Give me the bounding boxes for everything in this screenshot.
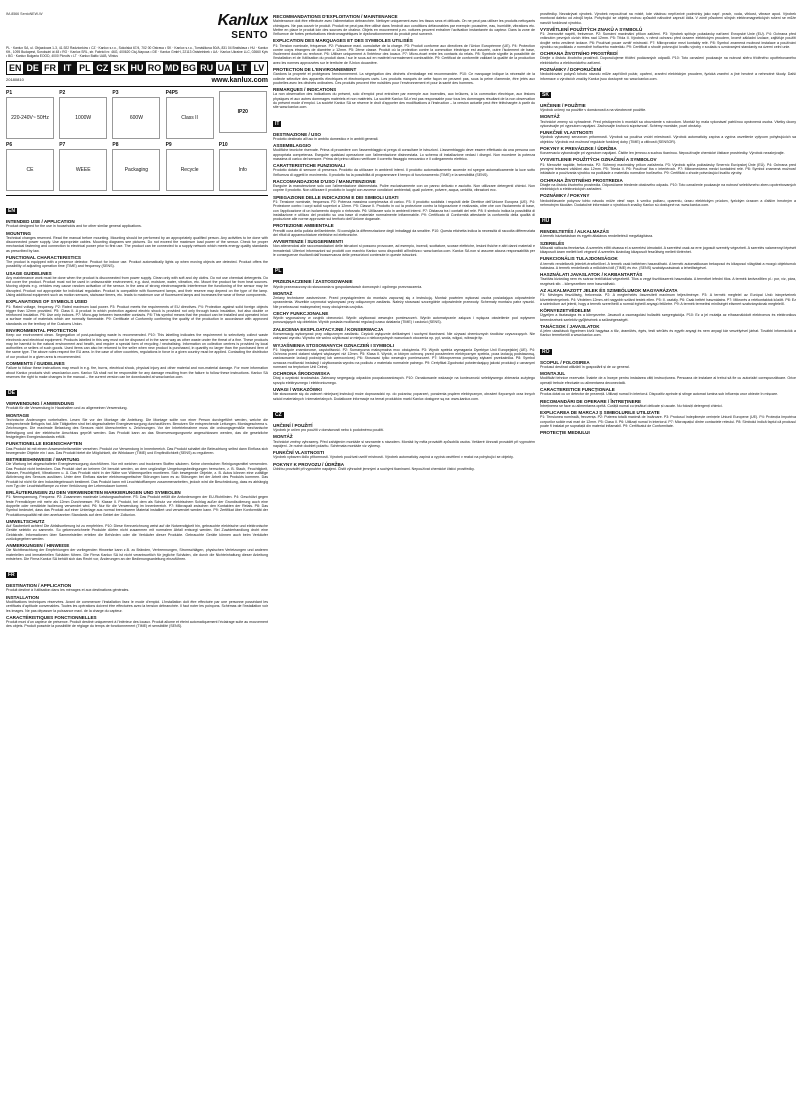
pictogram-label: P6 bbox=[6, 142, 13, 148]
pictogram bbox=[166, 142, 215, 191]
section-text: Modificări tehnice rezervate. Înainte de a începe pentru instalarea citiți instrucțiunea. Persoana de instalare al trebui să fie cu autorizări corespunzătoare. Orice operații trebuie efectuate cu alimentarea deconectată. bbox=[540, 376, 796, 385]
section-text: Výrobek vybaven čidlo přítomnosti. Výrobek používat uvnitř místností. Výrobek automaticky zapíná a vypíná osvětlení v reakci na pohybující se objekty. bbox=[273, 455, 514, 460]
section-text: Modifiche tecniche riservate. Prima di procedere con l'assemblaggio si prega di consultare le istruzioni. L'assemblaggio deve essere effettuato da una persona con appropriata competenza. Eseguire qualsiasi operazione con l'alimentazione disinnestata. Lo schema di installazione vedasi i disegni. Non eccedere la potenza massima di carico del sensore. Prima del primo utilizzo verificare il corretto fissaggio meccanico e il collegamento elettrico. bbox=[273, 148, 535, 161]
section-heading: VYSVĚTLENÍ POUŽITÝCH ZNAKŮ A SYMBOLŮ bbox=[540, 26, 643, 32]
section-text: P1: Menovité napätie, frekvencia. P2: Súhrnný maximálny príkon zaťaženia. P3: Výrobok spĺňa požiadavky Smerníc Európskej Únie (EÚ). P4: Ochrana pred pevnými telesami väčšími ako 12mm. P5: Trieda II. P6: Používať iba v interiéroch. P7: Mikromedzera medzi kontaktmi relé. P8: Symbol znamená možnosť inštalácie a používania výrobku na podklade z materiálu normálne horľavého. P9: Certifikát o zhode potvrdzujúci kvalitu výroby. bbox=[540, 162, 796, 176]
pictogram bbox=[166, 90, 215, 139]
section-heading: UMWELTSCHUTZ bbox=[6, 518, 45, 524]
section-heading: DESTINATION / APPLICATION bbox=[6, 583, 72, 589]
section-heading: PROTECTION DE L'ENVIRONNEMENT bbox=[273, 67, 357, 73]
pictogram-symbol: 220-240V~ 50Hz bbox=[6, 97, 54, 139]
section-heading: VYSVETLENIE POUŽITÝCH OZNAČENÍ A SYMBOLOV bbox=[540, 157, 657, 163]
section-heading: AVVERTENZE / SUGGERIMENTI bbox=[273, 239, 343, 245]
pictogram bbox=[59, 90, 108, 139]
section-text: Konzervaciu vykonávajte pri vypnutom napájaní. Čistite len jemnou a suchou tkaninou. Nepoužívajte chemické čistiace prostriedky. Výrobok nezakrývajte. bbox=[540, 151, 785, 156]
pictogram-label: P8 bbox=[112, 142, 119, 148]
section-text: Maintenance doit être effectuée avec l'alimentation débranchée. Nettoyer uniquement avec les tissus secs et délicats. On ne peut pas utiliser les produits nettoyants chimiques. Ne pas couvrir le produit. Produit ne peut pas être utilisé dans l'endroit aux conditions défavorables par exemple: poussière, eau, humidité, vibrations etc. Mettre en place le produit loin des sources de chaleur. Objets en mouvement p.ex. voitures peuvent entraîner l'activation instantanée du capteur. Dans la zone de l'influence de fortes perturbations électromagnétiques le dysfonctionnement du produit peut survenir. bbox=[273, 19, 535, 37]
section-text: Keep our environment clean. Segregation of post-packaging waste is recommended. P10: This labelling indicates the requirement to selectively collect waste electronic and electrical equipment. Products labelled in this way must not be disposed of in the same way as other waste under the threat of a fine. These products may be harmful to the natural environment and health, and require a special form of recycling / neutralising. Information on collection centres is provided by local authorities or sellers of such goods. Used items can also be returned to the seller when new product is purchased, in quantity no larger than the purchased item of the same type. The above rules respect the EU area. In the case of other countries, regulations in force in a given country must be applied. Contacting the distributor of our product in a given area is recommended. bbox=[6, 333, 268, 359]
column-3-text bbox=[540, 12, 796, 435]
section-text: P1: Nennspannung, Frequenz. P2: Zusammen maximale Leistungsaufnahme. P3: Das Produkt erfüllt die Anforderungen der EU-Richtlinien. P4: Geschützt gegen feste Fremdkörper mit mehr als 12mm Durchmesser. P5: Klasse II. Produkt, bei dem als Schutz vor elektrischem Schlag außer der Grundisolierung auch eine doppelte oder verstärkte Isolierung verwendet wird. P6: Nur für die Verwendung im Innenbereich. P7: Mikrospalt zwischen den Kontakten der Relais. P8: Das Symbol bedeutet, dass das Produkt auf einer Unterlage aus normal brennbarem Material installiert und verwendet werden kann. P9: Zertifikat über Konformität der Produktionsqualität mit den anerkannten Standards auf dem Gebiet der Zollunion. bbox=[6, 495, 268, 517]
pictogram-grid bbox=[6, 90, 268, 191]
pictogram bbox=[6, 142, 55, 191]
section-text: La non observation des indications du présent, solo d'emploi peut entraîner par exemple aux incendies, aux brûlures, à la commotion électrique, aux lésions physiques et aux autres dommages matériels et non matériels. La société Kanlux SA n'est pas responsable pour tous les dommages résultant de la non observation du présent mode d'emploi. La société Kanlux SA se réserve le droit d'apporter des modifications à l'instruction – la version actuelle peut être téléchargée à partir du site www.kanlux.com. bbox=[273, 92, 535, 110]
column-2 bbox=[273, 12, 535, 1096]
section-heading: ASSEMBLAGGIO bbox=[273, 143, 311, 149]
section-text: Gardons la propreté et protégeons l'environnement. La ségrégation des déchets d'emballage est recommandée. P10: Ce marquage indique la nécessité de la collecte sélective des appareils électriques et électroniques usés. Les produits marqués de cette façon ne peuvent pas, sous la peine d'amende, être jetés aux poubelles avec les déchets ordinaires. Ces produits peuvent être nuisibles pour l'environnement et pour la santé des hommes. bbox=[273, 72, 535, 85]
section-text: Product designed for the use in households and for other similar general applications. bbox=[6, 224, 142, 229]
pictogram-label: P3 bbox=[112, 90, 119, 96]
section-heading: TANÁCSOK / JAVASLATOK bbox=[540, 323, 600, 329]
section-text: A termék háztartásban és egyéb általános rendeltetésű megvilágításra. bbox=[540, 234, 654, 239]
section-text: The product is equipped with a presence detector. Product for indoor use. Product automatically lights up when moving objects are detected. Product offers the possibility of adjusting operation time (TIME) and frequency (SENS). bbox=[6, 260, 268, 269]
section-heading: WYJAŚNIENIA STOSOWANYCH OZNACZEŃ I SYMBOLI bbox=[273, 342, 394, 348]
section-text: Prenditi cura della pulizia dell'ambiente. Si consiglia la differenziazione degli imballaggi da smaltire. P10: Questa etichetta indica la necessità di raccolta differenziata dei rifiuti di apparecchiature elettriche ed elettroniche. bbox=[273, 228, 535, 237]
section-heading: PROTECȚIE MEDIULUI bbox=[540, 430, 590, 436]
language-ro: RO bbox=[145, 61, 162, 75]
section-heading: RECOMMANDATIONS D'EXPLOITATION / MAINTENANCE bbox=[273, 14, 398, 19]
section-heading: PROTEZIONE AMBIENTALE bbox=[273, 223, 334, 229]
section-heading: CARATTERISTICHE FUNZIONALI bbox=[273, 163, 346, 169]
pictogram-label: P1 bbox=[6, 90, 13, 96]
pictogram-symbol: 1000W bbox=[59, 97, 107, 139]
section-text: Ügyeljen a tisztaságra és a környezetre. Javasolt a csomagolási hulladék szegregációja. P10: Ez a jel mutatja az elhasználódott elektromos és elektronikus berendezések szelektív gyűjtésének a szükségességét. bbox=[540, 313, 796, 322]
section-text: Wyrób wyposażony w czujnik obecności. Wyrób użytkować wewnątrz pomieszczeń. Wyrób automatycznie załącza i wyłącza oświetlenie pod wpływem poruszających się obiektów. Wyrób posiada możliwość regulacji czasu działania (TIME) i czułości (SENS). bbox=[273, 316, 535, 325]
section-heading: RECOMANDĂRI DE OPERARE / ÎNTREȚINERE bbox=[540, 398, 642, 404]
section-heading: VERWENDUNG / ANWENDUNG bbox=[6, 401, 75, 407]
section-heading: HASZNÁLATI JAVASLATOK / KARBANTARTÁS bbox=[540, 272, 643, 278]
section-heading: MONTAŻ bbox=[273, 290, 293, 296]
pictogram-symbol: WEEE bbox=[59, 149, 107, 191]
section-heading: CARACTERISTICE FUNCȚIONALE bbox=[540, 387, 615, 393]
section-heading: POKYNY K PREVÁDZKE / ÚDRŽBA bbox=[540, 145, 617, 151]
language-lt: LT bbox=[232, 61, 249, 75]
section-text: Nedodržiavanie pokynov tohto návodu môže viesť napr. k vzniku požiaru, opareniu, úrazu elektrickým prúdom, fyzickým úrazom a ďalším hmotným a nehmotným škodám. Dodatočné informácie o výrobkoch značky Kanlux sú dostupné na: www.kanlux.com. bbox=[540, 198, 796, 207]
section-heading: UWAGI / WSKAZÓWKI bbox=[273, 387, 322, 392]
language-ru: RU bbox=[197, 61, 214, 75]
section-heading: INTENDED USE / APPLICATION bbox=[6, 219, 75, 224]
section-text: A jelen utasítások figyelmen kívül hagyása a tűz, áramütés, égés, testi sérülés és egyéb anyagi és nem anyagi kár veszélyével járhat. További információk a Kanlux termékeiről a www.kanlux.com. bbox=[540, 329, 796, 338]
section-text: P1: Tensiunea nominală, frecvența. P2: Puterea totală maximă de încărcare. P3: Produsul îndeplinește cerințele Uniunii Europene (UE). P4: Protecția împotriva corpurilor solide mai mari de 12mm. P5: Clasa II. P6: Utilizați numai în interiorul. P7: Microspațiul dintre contactele releului. P8: Simbolul indică faptul că produsul poate fi instalat pe suprafață din material inflamabil. P9: Certificatul de Conformitate. bbox=[540, 415, 796, 428]
section-heading: EXPLICAREA DE MARCAJ Ș SIMBOLURILE UTILIZATE bbox=[540, 410, 660, 416]
section-text: A termék rendelkezik jelenlét-érzékelővel. A termék csak beltérben használható. A termék automatikusan bekapcsol és kikapcsol világítást a mozgó objektumok hatására. A termék rendelkezik a működési idő (TIME) és érz. (SENS) szabályozásának a lehetőségével. bbox=[540, 261, 796, 270]
column-1-text bbox=[6, 199, 268, 629]
pictogram-label: P9 bbox=[165, 142, 172, 148]
section-text: Technical changes reserved. Read the manual before mounting. Mounting should be performed by an appropriately qualified person. Any activities to be done with disconnected power supply. Use appropriate cables. Mounting diagrams see pictures. Do not exceed the maximum load power of the sensor. Check for proper mechanical fastening and connection to electrical power prior to first use. The product can be connected to a supply network which meets energy quality standards as prescribed by law. bbox=[6, 235, 268, 253]
section-heading: INSTALLATION bbox=[6, 594, 40, 600]
language-fr: FR bbox=[41, 61, 58, 75]
section-heading: AZ ALKALMAZOTT JELEK ÉS SZIMBÓLUMOK MAGYARÁZATA bbox=[540, 288, 678, 294]
product-name: SENTO bbox=[231, 30, 268, 41]
section-heading: OCHRANA ŽIVOTNÉHO PROSTREDIA bbox=[540, 177, 623, 183]
section-heading: ANMERKUNGEN / HINWEISE bbox=[6, 543, 70, 549]
language-bar bbox=[6, 61, 268, 75]
section-heading: OCHRONA ŚRODOWISKA bbox=[273, 371, 330, 377]
section-text: P1: Névleges feszültség, frekvencia. P2: A megterhelés összesített maximum teljesítménye. P3: A termék megfelel az Európai Unió irányelveinek követelményeinek. P4: Védelem 12mm-nél nagyobb szilárd testek ellen. P5: II. osztály. P6: Csak beltéri használatra. P7: Mikrorés a relékontaktok között. P8: Ez a szimbólum azt jelenti, hogy a termék szerelhető a normál éghető anyagú felületre. P9: A termék termelési minőségét elismert szabványoknak megfelelő. bbox=[540, 293, 796, 306]
section-text: Výrobok určený na použitie v domácnosti a na všeobecné použitie. bbox=[540, 108, 647, 113]
section-heading: ERLÄUTERUNGEN ZU DEN VERWENDETEN MARKIERUNGEN UND SYMBOLEN bbox=[6, 490, 181, 496]
section-text: Výrobek je určen pro použití v domácnosti nebo k podobnému použití. bbox=[273, 428, 385, 432]
section-heading: OCHRANA ŽIVOTNÍHO PROSTŘEDÍ bbox=[540, 51, 618, 57]
section-text: Zmiany techniczne zastrzeżone. Przed przystąpieniem do montażu zapoznaj się z instrukcją. Montaż powinien wykonać osoba posiadająca odpowiednie uprawnienia. Wszelkie czynności wykonywać przy odłączonym zasilaniu. Należy stosować szczególnie odpowiednie przewody. Schematy montażu patrz rysunki. Nie przekraczać maksymalnej mocy obciążenia czujnika. bbox=[273, 296, 535, 309]
pictogram bbox=[219, 142, 268, 191]
section-text: P1: Tension nominale, fréquence. P2: Puissance maxi. cumulative de la charge. P3: Produit conforme aux directives de l'Union Européenne (UE). P4: Protection contre corps étrangers de diamètre ≥ 12mm. P5: 2ème classe. Produit où la protection contre la commotion électrique est assurée, outre l'isolement de base, l'isolement double ou renforcé. P6: Utiliser uniquement à l'intérieur des locaux. P7: Micro-écart entre les contacts du relais. P8: Symbole signifie la possibilité de l'installation et de l'utilisation du produit dans / sur le sous-sol en matériel normalement combustible. P9: Certificat de conformité validant la qualité de la production avec les normes approuvées sur le territoire de l'Union douanière. bbox=[273, 43, 535, 65]
section-heading: URČENIE / POUŽITIE bbox=[540, 102, 586, 108]
section-heading: FUNKTIONELLE EIGENSCHAFTEN bbox=[6, 441, 83, 447]
section-heading: MONTÁŽ bbox=[540, 114, 560, 120]
section-text: Nedodržování pokynů tohoto návodu může zapříčinit požár, opaření, zranění elektrickým proudem, fyzická zranění a jiné hmotné a nehmotné škody. Další informace o výrobcích značky Kanlux jsou dostupné na: www.kanlux.com. bbox=[540, 72, 796, 81]
pictogram bbox=[59, 142, 108, 191]
section-heading: FUNKCIONÁLIS TULAJDONSÁGOK bbox=[540, 256, 618, 262]
section-heading: PRZEZNACZENIE / ZASTOSOWANIE bbox=[273, 279, 353, 285]
brand-header bbox=[6, 12, 268, 46]
section-text: Die Nichtbeachtung der Empfehlungen der vorliegenden Hinweise kann z.B. zu Bränden, Verbrennungen, Stromschlägen, physischen Verletzungen und anderen materiellen und immateriellen Schäden führen. Die Firma Kanlux SA ist nicht verantwortlich für jegliche Schäden, die durch die Nichteinhaltung dieser Anleitung entstehen. Die Firma Kanlux SA behält sich das Recht vor, Änderungen an der Bedienungsanleitung einzuführen. bbox=[6, 548, 268, 561]
pictogram bbox=[112, 90, 161, 139]
section-heading: MOUNTING bbox=[6, 230, 32, 236]
language-code-badge: HU bbox=[542, 218, 550, 225]
section-text: Údržbu provádět při vypnutém napájení. Čistit výhradně jemnými a suchými tkaninami. Nepoužívat chemické čistící prostředky. bbox=[273, 466, 475, 471]
section-heading: CARACTÉRISTIQUES FONCTIONNELLES bbox=[6, 614, 97, 620]
column-2-text bbox=[273, 14, 535, 471]
language-code-badge: IT bbox=[275, 120, 280, 127]
language-code-badge: PL bbox=[275, 268, 282, 275]
section-heading: RACCOMANDAZIONI D'USO / MANUTENZIONE bbox=[273, 178, 376, 184]
section-heading: URČENÍ / POUŽITÍ bbox=[273, 422, 313, 428]
section-heading: SPIEGAZIONE DELLE INDICAZIONI E DEI SIMBOLI USATI bbox=[273, 194, 399, 200]
section-text: Wyrób przeznaczony do stosowania w gospodarstwach domowych i ogólnego przeznaczenia. bbox=[273, 284, 423, 289]
section-text: Auf Sauberkeit achten! Die Abfallsortierung ist zu empfehlen. P10: Diese Kennzeichnung weist auf die Notwendigkeit hin, gebrauchte elektrische und elektronische Geräte selektiv zu sammeln. So gekennzeichnete Produkte dürfen nicht zusammen mit normalem Abfall entsorgt werden. Bei Zuwiderhandlung droht eine Geldstrafe. Informationen über Sammelstellen erteilen die Behörden oder die Verkäufer dieser Produkte. Gebrauchte Geräte können auch beim Verkäufer zurückgegeben werden. bbox=[6, 524, 268, 541]
section-text: Produs dotat cu un detector de prezență. Utilizați numai în interiorul. Dispozitiv aprinde și stinge automat lumina sub influența unor obiecte în mișcare. bbox=[540, 392, 779, 397]
section-text: prostředky. Nezakrývat výrobek. Výrobek nepoužívat na místě, kde vládnou nepříznivé podmínky jako např. prach, voda, vlhkost, vibrace apod. Výrobek montovat daleko od zdrojů tepla. Pohybující se objekty mohou způsobit náhodné zapnutí čidla. V zóně působení silných elektromagnetických rušení se může narušit funkčnost výrobku. bbox=[540, 12, 796, 25]
section-text: Prodotto dotato di sensore di presenza. Prodotto da utilizzare in ambienti interni. Il prodotto automaticamente accende ed spegne automaticamente la luce sotto l'influenza di oggetti in movimento. Il prodotto ha la possibilità di programmare il tempo di funzionamento (TIME) e la sensibilità (SENS). bbox=[273, 168, 535, 177]
section-heading: MONTAJUL bbox=[540, 371, 566, 377]
section-heading: USAGE GUIDELINES bbox=[6, 270, 52, 276]
language-code-badge: CZ bbox=[275, 411, 282, 418]
doc-code: IM-8566 SentoNEW-W bbox=[6, 12, 43, 16]
section-text: Modifications techniques réservées. Avant de commencer l'installation lisez le mode d'emploi. L'installation doit être effectuée par une personne possédant les certificats d'aptitude convenables. Toutes les opérations doivent être effectuées avec la tension débranchée. Il faut noter les poinçons. Schémas de l'installation voir les images. Ne pas dépasser la puissance maxi. de la charge du capteur. bbox=[6, 599, 268, 613]
section-heading: DESTINAZIONE / USO bbox=[273, 131, 321, 137]
section-text: Technische Änderungen vorbehalten. Lesen Sie vor der Montage die Anleitung. Die Montage sollte von einer Person durchgeführt werden, welche die entsprechende Befugnis hat. Alle Tätigkeiten sind bei abgeschalteter Energieversorgung durchzuführen. Benutzen Sie entsprechende Leitungen. Montageschema s. Zeichnungen. Die maximale Belastung des Sensors nicht überschreiten s. Zeichnungen. Vor der Inbetriebnahme muss die ordnungsgemäße mechanische Befestigung und der elektrische Anschluss geprüft werden. Das Produkt kann an das Stromversorgungsnetz angeschlossen werden, das die gesetzliche festgelegten Energiestandards erfüllt. bbox=[6, 417, 268, 440]
section-heading: SZERELÉS bbox=[540, 240, 565, 246]
language-code-badge: SK bbox=[542, 91, 549, 98]
section-text: Das Produkt ist mit einem Anwesenheitsmelder versehen. Produkt zur Verwendung in Innenbereich. Das Produkt schaltet die Beleuchtung selbst dann Einfluss sich bewegender Objekte ein / aus. Das Produkt bietet die Möglichkeit, die Wirkdauer (TIME) und Empfindlichkeit (SENS) zu regulieren. bbox=[6, 446, 268, 455]
section-heading: KÖRNYEZETVÉDELEM bbox=[540, 308, 591, 314]
section-heading: CECHY FUNKCJONALNE bbox=[273, 310, 329, 316]
language-pl: PL bbox=[76, 61, 93, 75]
section-text: Die Wartung bei abgeschalteter Energieversorgung durchführen. Nur mit weichen und trockenen Stoffen säubern. Keine chemischen Reinigungsmittel verwenden. Das Produkt nicht bedecken. Das Produkt darf an keinem Ort benutzt werden, an dem ungünstige Umgebungsbedingungen herrschen, z. B. Staub, Feuchtigkeit, Wasser, Feuchtigkeit, Vibrationen u. Ä. Das Produkt nicht in der Nähe von Wärmequellen montieren. Sich bewegende Objekte, z. B. Autos können eine zufällige Aktivierung des Sensors auslösen. Unter dem Einfluss starker elektromagnetischer Störungen kann es zu Störungen bei der Arbeit des Produkts kommen. Das Produkt ist nicht für den Industriegebrauch bestimmt. Das Produkt kann mit Leuchtstofflampen zusammenarbeiten, jedoch wird die Beschränkung, dass es abhängig vom Typ der Leuchtstofflampe zu einer Verkürzung der Lebensdauer kommt. bbox=[6, 462, 268, 488]
section-text: P1: Tensione nominale, frequenza. P2: Potenza massima complessiva di carico. P3: Il prodotto soddisfa i requisiti delle Direttive dell'Unione Europea (UE). P4: Protezione contro i corpi solidi superiori a 12mm. P5: Classe II. Prodotto in cui la protezione contro la folgorazione è realizzata, oltre che con l'isolamento di base, con l'applicazione di un isolamento doppio o rinforzato. P6: Utilizzare solo in ambienti interni. P7: Distanza tra i contatti del relè. P8: Il simbolo indica la possibilità di installazione e utilizzo del prodotto su una base di materiale normalmente infiammabile. P9: Certificato di Conformità attestante la conformità della qualità di produzione alle norme approvate sul territorio dell'Unione doganale. bbox=[273, 199, 535, 222]
language-ua: UA bbox=[215, 61, 232, 75]
section-heading: REMARQUES / INDICATIONS bbox=[273, 87, 337, 93]
section-text: Technické zmeny sú vyhradené. Pred pristúpením k montáži sa oboznámte s návodom. Montáž by mala vykonávať patričnou oprávnená osoba. Všetky úkony vykonávajte pri vypnutom napájaní. Zachovajte kruhovú súprávnosť. Schémy montáže, pozri obrázky. bbox=[540, 119, 796, 128]
section-heading: SCOPUL / FOLOSIREA bbox=[540, 359, 590, 365]
section-text: Konserwację wykonywać przy odłączonym zasilaniu. Czyścić wyłącznie delikatnymi i suchymi tkaninami. Nie używać chemicznych środków czyszczących. Nie zakrywać wyrobu. Wyrobu nie wolno użytkować w miejscu o niekorzystnych warunkach otoczenia np. pył, woda, wilgoć, wibracje itp. bbox=[273, 331, 535, 341]
pictogram-label: P7 bbox=[59, 142, 66, 148]
section-text: Prodotto destinato all'uso in ambito domestico e in ambiti generali. bbox=[273, 136, 379, 141]
section-heading: COMMENTS / GUIDELINES bbox=[6, 361, 65, 367]
pictogram-symbol: CE bbox=[6, 149, 54, 191]
section-text: Technické změny vyhrazeny. Před zahájením montáže si seznamte s návodem. Montáž by měla provádět způsobilá osoba. Veškeré činnosti provádět při vypnutém napájení. Je nutné dodržet polaritu. Schémata montáže viz výkresy. bbox=[273, 439, 535, 448]
section-text: P1: Rated voltage, frequency. P2: Rated maximum load power. P3: Product meets the requirements of EU directives. P4: Protection against solid foreign objects bigger than 12mm provided. P5: Class II. A product in which protection against electric shock is provided not only through basic insulation, but also double or reinforced insulation. P6: Use only indoors. P7: Micro-gap between transmitter contacts. P8: This symbol means that the product can be installed and operated in/on a surface made of materials which are normally flammable. P9: Certificate of Conformity confirming the quality of the production in accordance with approved standards on the territory of the Customs Union. bbox=[6, 304, 268, 326]
language-code-badge: DE bbox=[8, 390, 15, 397]
section-text: Produsul destinat utilizării în gospodării și de uz general. bbox=[540, 364, 630, 369]
language-it: IT bbox=[58, 61, 75, 75]
pictogram-label: P10 bbox=[218, 142, 228, 148]
pictogram-symbol: IP20 bbox=[219, 91, 267, 133]
section-text: Eseguire la manutenzione solo con l'alimentazione disinnestata. Pulire esclusivamente con un panno delicato e asciutto. Non utilizzare detergenti chimici. Non coprire il prodotto. Non utilizzare il prodotto in luoghi con avverse condizioni ambientali, quali polvere, polvere, acqua, umidità, vibrazioni ecc. bbox=[273, 184, 535, 193]
language-bg: BG bbox=[180, 61, 197, 75]
language-code-badge: RO bbox=[542, 348, 550, 355]
pictogram-symbol: Info bbox=[219, 149, 267, 191]
section-text: Műszaki változás fenntartva. A szerelés előtt olvassa el a szerelési útmutatót. A szerelést csak az erre jogosult személy végezheti. A szerelés valamennyi lépését kikapcsolt áram mellett kell végezni! A szerelés kizárólag kikapcsolt feszültség mellett történhet. bbox=[540, 245, 796, 255]
section-text: Dbaj o czystość środowiska. Zalecany segregację odpadów poopakowaniowych. P10: Oznakowanie wskazuje na konieczność selektywnego zbierania zużytego sprzętu elektrycznego i elektronicznego. bbox=[273, 376, 535, 385]
section-heading: EXPLICATION DES MARQUAGES ET DES SYMBOLES UTILISÉS bbox=[273, 38, 413, 44]
section-heading: BETRIEBSHINWEISE / WARTUNG bbox=[6, 457, 80, 463]
section-text: P1: Jmenovité napětí, frekvence. P2: Sumární maximální příkon zatížení. P3: Výrobek splňuje požadavky nařízení Evropské Unie (EU). P4: Ochrana před vniknutím pevných cizích těles nad 12mm. P5: Třída II. Výrobek, v němž ochranu před úrazem elektrickým proudem, kromě základní izolace, zajišťuje použití dvojité nebo zesílené izolace. P6: Používat pouze uvnitř místností. P7: Mikroprostor mezi kontakty relé. P8: Symbol znamená možnost instalace a používání výrobku na podkladu z normálně hořlavého materiálu. P9: Certifikát o shodě potvrzující kvalitu výroby v souladu s uznávanými standardy na území celní unie. bbox=[540, 32, 796, 49]
pictogram bbox=[6, 90, 55, 139]
section-text: Výrobok vybavený senzorom prítomnosti. Výrobok sa používa vnútri miestností. Výrobok automaticky zapína a vypína osvetlenie vplyvom pohybujúcich sa objektov. Výrobok má možnosť regulácie funkčnej doby (TIME) a citlivosti (SENSOR). bbox=[540, 135, 796, 144]
pictogram-symbol: Recycle bbox=[166, 149, 214, 191]
website-link[interactable]: www.kanlux.com bbox=[211, 77, 268, 84]
pictogram-symbol: Packaging bbox=[112, 149, 160, 191]
language-sk: SK bbox=[110, 61, 127, 75]
company-addresses: PL · Kanlux SA, ul. Objazdowa 1-3, 41-922 Radzionków • CZ · Kanlux s.r.o., Sokolská 67/4, 702 00 Ostrava • SK · Kanlux s.r.o., Tomášikova 50/A, 831 04 Bratislava • HU · Kanlux Kft., 1095 Budapest, Soroksári út 48 • RO · Kanlux SRL, str. Fabricii nr. 46G, 400620 Cluj-Napoca • DE · Kanlux GmbH, 22113 Oststeinbek • UA · Kanlux Ukraine LLC, 02660 Kyiv • BG · Kanlux Bulgaria EOOD, 4000 Plovdiv • LT · Kanlux Baltic UAB, Vilnius bbox=[6, 46, 268, 58]
section-heading: EXPLANATIONS OF SYMBOLS USED bbox=[6, 299, 88, 305]
section-text: Produit muni d'un capteur de présence. Produit destiné uniquement à l'intérieur des locaux. Produit allume et éteint automatiquement l'éclairage suite au mouvement des objets. Produit possède la possibilité de réglage du temps de fonctionnement (TIME) et sensibilité (SENS). bbox=[6, 620, 268, 629]
pictogram-label: P4P5 bbox=[165, 90, 178, 96]
language-md: MD bbox=[163, 61, 180, 75]
column-3 bbox=[540, 12, 796, 1096]
section-text: P1: Napięcie znamionowe, częstotliwość. P2: Sumaryczna maksymalna moc obciążenia. P3: Wyrób spełnia wymagania Dyrektyw Unii Europejskiej (UE). P4: Ochrona przed ciałami stałymi większymi niż 12mm. P5: Klasa II. Wyrób, w którym ochronę przed porażeniem elektrycznym spełnia, poza izolacją podstawową, zastosowanie izolacji podwójnej lub wzmocnionej. P6: Stosować tylko wewnątrz pomieszczeń. P7: Mikroprzerwa pomiędzy stykami przekaźnika. P8: Symbol oznacza możliwość instalacji i użytkowania wyrobu na podłożu z materiału normalnie palnego. P9: Certyfikat Zgodności potwierdzający jakość produkcji z uznanymi normami na terytorium Unii Celnej. bbox=[273, 347, 535, 369]
date-code: 20180810 bbox=[6, 77, 24, 82]
section-heading: POKYNY K PROVOZU / ÚDRŽBA bbox=[273, 461, 345, 467]
section-heading: ZALECENIA EKSPLOATACYJNE / KONSERWACJA bbox=[273, 326, 384, 332]
language-code-badge: FR bbox=[8, 572, 15, 579]
section-heading: POZNÁMKY / POKYNY bbox=[540, 193, 590, 199]
pictogram-symbol: Class II bbox=[166, 97, 214, 139]
column-1 bbox=[6, 12, 268, 1096]
section-heading: FUNKČNÉ VLASTNOSTI bbox=[540, 130, 593, 136]
pictogram bbox=[112, 142, 161, 191]
language-cz: CZ bbox=[93, 61, 110, 75]
section-text: Produkt für die Verwendung in Haushalten und zu allgemeinen Verwendung. bbox=[6, 406, 128, 411]
section-heading: ENVIRONMENTAL PROTECTION bbox=[6, 328, 78, 334]
language-lv: LV bbox=[250, 61, 268, 75]
section-text: Non attenendosi alle raccomandazioni delle istruzioni si possono provocare, ad esempio, incendi, scottature, scosse elettriche, lesioni fisiche e altri danni materiali e immateriali. Ulteriori informazioni sui prodotti con marchio Kanlux sono disponibili all'indirizzo: www.kanlux.com. Kanlux SA non si assume alcuna responsabilità per le conseguenze risultanti dall'inosservanza delle prescrizioni contenute in queste istruzioni. bbox=[273, 244, 535, 258]
pictogram-label: P2 bbox=[59, 90, 66, 96]
language-en: EN bbox=[6, 61, 23, 75]
pictogram bbox=[219, 90, 268, 139]
section-text: Nie stosowanie się do zaleceń niniejszej instrukcji może doprowadzić np. do pożarów, poparzeń, porażenia prądem elektrycznym, obrażeń fizycznych oraz innych szkód materialnych i niematerialnych. Dodatkowe informacje na temat produktów marki Kanlux dostępne są na: www.kanlux.com. bbox=[273, 392, 535, 401]
section-text: Produit destiné à l'utilisation dans les ménages et aux destinations générales. bbox=[6, 588, 130, 593]
brand-logo bbox=[218, 12, 268, 41]
url-row bbox=[6, 77, 268, 87]
section-heading: FUNCTIONAL CHARACTERISTICS bbox=[6, 254, 81, 260]
section-text: Dbejte o čistotu životního prostředí. Doporučujeme třídění podávaných odpadů. P10: Toto označení poukazuje na nutnost sběru tříděného opotřebovaného elektrického a elektronického zařízení. bbox=[540, 56, 796, 65]
pictogram-symbol: 600W bbox=[112, 97, 160, 139]
section-text: Întreținerea se face cu alimentarea oprită. Curăță numai cu țesături delicate și uscate. Nu folosiți detergenți chimici. bbox=[540, 403, 723, 408]
section-heading: MONTAGE bbox=[6, 412, 30, 418]
language-code-badge: EN bbox=[8, 208, 15, 214]
section-heading: RENDELTETÉS / ALKALMAZÁS bbox=[540, 229, 609, 235]
section-text: Failure to follow these instructions may result in e.g. fire, burns, electrical shock, physical injury and other material and non-material damage. For more information about Kanlux products visit: www.kanlux.com. Kanlux SA shall not be responsible for any damage resulting from the failure to follow these instructions. Kanlux SA reserves the right to make changes in the manual – the current version can be downloaded at www.kanlux.com. bbox=[6, 366, 268, 379]
language-hu: HU bbox=[128, 61, 145, 75]
section-heading: MONTÁŽ bbox=[273, 434, 293, 440]
language-de: DE bbox=[23, 61, 40, 75]
section-heading: POZNÁMKY / DOPORUČENÍ bbox=[540, 67, 602, 73]
section-text: Tisztítás kizárólag nem és száraz textíliákkal végezhető. Tilos a vegyi tisztítószerek használata. A terméket lefedni tilos. A termék kedvezőtlen pl.: por, víz, pára, rezgések stb. - környezetben nem használható. bbox=[540, 277, 796, 286]
section-text: Any maintenance work must be done when the product is disconnected from power supply. Clean only with soft and dry cloths. Do not use chemical detergents. Do not cover the product. Product must not be used in unfavourable environment, e.g. dust, moisture, water, vibration, etc. Mount the product far from heat sources. Moving objects e.g. vehicles may cause random activation of the sensor. In the area of strong electromagnetic interference the functioning of the sensor may be disrupted. Product not appropriate for individual regulation. Product is compatible with fluorescent lamps, and their reserve may depend on the type of the lamp. Using additional equipment such as motion sensors, staircase timers, etc. leads to maximum use of fluorescent lamps and increases the wear of these components. bbox=[6, 275, 268, 298]
section-text: Dbajte na čistotu životného prostredia. Odporúčame triedenie obalového odpadu. P10: Toto označenie poukazuje na nutnosť selektívneho zberu opotrebovaných elektrických a elektronických zariadení. bbox=[540, 182, 796, 192]
section-heading: FUNKČNÍ VLASTNOSTI bbox=[273, 450, 325, 456]
kanlux-logo: Kanlux bbox=[217, 12, 268, 29]
